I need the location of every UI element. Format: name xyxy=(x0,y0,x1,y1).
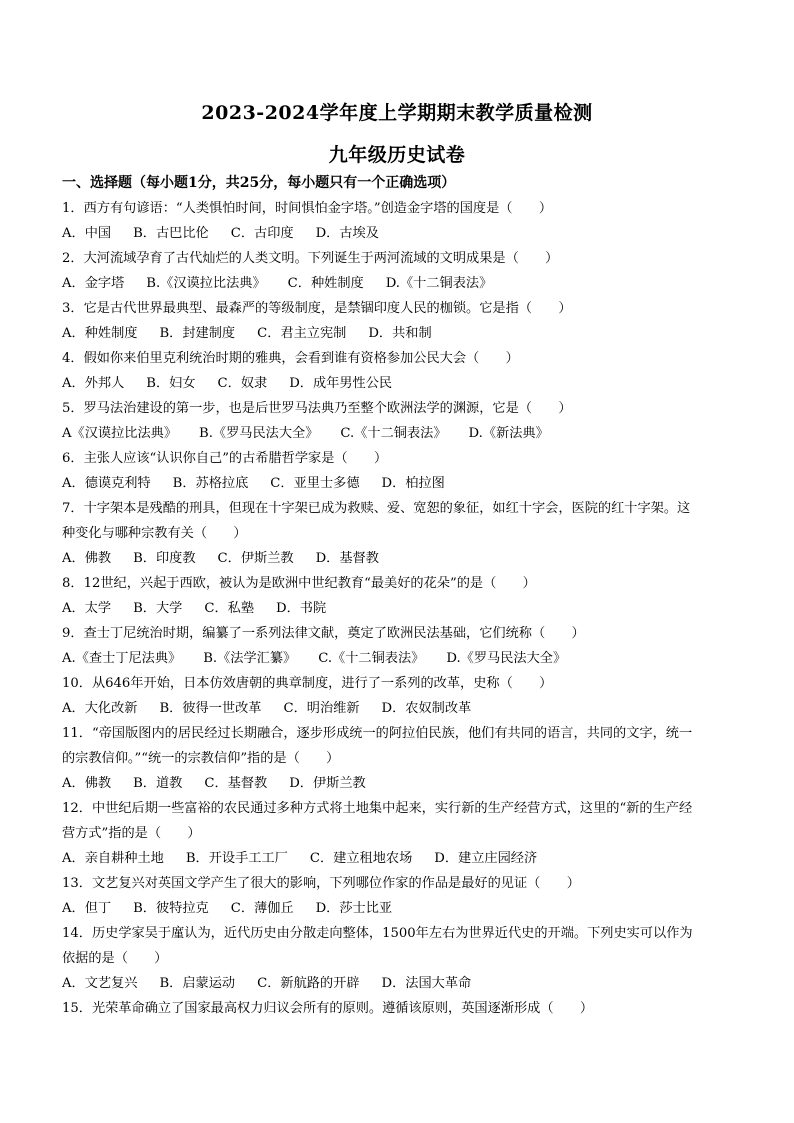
question-stem: 3．它是古代世界最典型、最森严的等级制度，是禁锢印度人民的枷锁。它是指（ ） xyxy=(62,301,572,316)
question-stem-continued: 种变化与哪种宗教有关（ ） xyxy=(62,526,247,541)
option-b: B．印度教 xyxy=(133,551,196,566)
question-options xyxy=(62,475,742,493)
option-d: D．伊斯兰教 xyxy=(289,776,366,791)
option-b: B.《汉谟拉比法典》 xyxy=(146,276,266,291)
question-stem-continued: 营方式”指的是（ ） xyxy=(62,826,201,841)
option-d: D．书院 xyxy=(276,601,327,616)
question-options xyxy=(62,375,742,393)
question-options xyxy=(62,975,742,993)
question-stem-continued: 依据的是（ ） xyxy=(62,951,168,966)
option-c: C．古印度 xyxy=(230,226,294,241)
option-b: B．封建制度 xyxy=(159,326,236,341)
option-a: A《汉谟拉比法典》 xyxy=(62,426,178,441)
option-d: D.《新法典》 xyxy=(468,426,549,441)
option-b: B．大学 xyxy=(133,601,183,616)
question-options xyxy=(62,225,742,243)
option-d: D．莎士比亚 xyxy=(315,901,393,916)
question-options xyxy=(62,425,742,443)
option-d: D．建立庄园经济 xyxy=(434,851,538,866)
option-d: D．共和制 xyxy=(368,326,432,341)
option-d: D.《十二铜表法》 xyxy=(385,276,493,291)
question-stem: 14．历史学家吴于廑认为，近代历史由分散走向整体，1500年左右为世界近代史的开端。下列史实可以作为 xyxy=(62,926,693,941)
question-stem: 11．“帝国版图内的居民经过长期融合，逐步形成统一的阿拉伯民族，他们有共同的语言，共同的文字，统一 xyxy=(62,726,693,741)
option-b: B．彼得一世改革 xyxy=(159,701,262,716)
option-b: B.《法学汇纂》 xyxy=(203,651,297,666)
question-options xyxy=(62,650,742,668)
option-d: D．古埃及 xyxy=(315,226,379,241)
question-options xyxy=(62,850,742,868)
option-b: B．苏格拉底 xyxy=(172,476,249,491)
option-d: D.《罗马民法大全》 xyxy=(446,651,567,666)
option-a: A．佛教 xyxy=(62,551,112,566)
option-c: C.《十二铜表法》 xyxy=(318,651,425,666)
option-a: A．佛教 xyxy=(62,776,112,791)
question-options xyxy=(62,550,742,568)
option-a: A．中国 xyxy=(62,226,112,241)
option-a: A．太学 xyxy=(62,601,112,616)
option-b: B．开设手工工厂 xyxy=(185,851,288,866)
option-a: A．但丁 xyxy=(62,901,112,916)
exam-title: 2023-2024学年度上学期期末教学质量检测 xyxy=(201,102,593,124)
question-stem: 9．查士丁尼统治时期，编纂了一系列法律文献，奠定了欧洲民法基础，它们统称（ ） xyxy=(62,626,585,641)
option-b: B.《罗马民法大全》 xyxy=(199,426,319,441)
option-b: B．彼特拉克 xyxy=(133,901,209,916)
question-options xyxy=(62,325,742,343)
question-stem: 6．主张人应该“认识你自己”的古希腊哲学家是（ ） xyxy=(62,451,388,466)
question-options xyxy=(62,900,742,918)
section-heading: 一、选择题（每小题1分，共25分，每小题只有一个正确选项） xyxy=(62,175,456,191)
option-d: D．成年男性公民 xyxy=(289,376,393,391)
option-c: C．种姓制度 xyxy=(287,276,364,291)
option-d: D．基督教 xyxy=(315,551,379,566)
question-options xyxy=(62,600,742,618)
option-c: C．奴隶 xyxy=(217,376,268,391)
option-c: C．伊斯兰教 xyxy=(217,551,294,566)
option-c: C.《十二铜表法》 xyxy=(340,426,447,441)
option-c: C．私塾 xyxy=(204,601,255,616)
question-options xyxy=(62,275,742,293)
question-stem: 5．罗马法治建设的第一步，也是后世罗马法典乃至整个欧洲法学的渊源，它是（ ） xyxy=(62,401,572,416)
option-c: C．君主立宪制 xyxy=(257,326,347,341)
option-a: A．德谟克利特 xyxy=(62,476,151,491)
question-stem: 12．中世纪后期一些富裕的农民通过多种方式将土地集中起来，实行新的生产经营方式，这里的“新的生产经 xyxy=(62,801,693,816)
option-a: A．金字塔 xyxy=(62,276,125,291)
question-stem-continued: 的宗教信仰。”“统一的宗教信仰”指的是（ ） xyxy=(62,751,340,766)
question-stem: 1．西方有句谚语：“人类惧怕时间，时间惧怕金字塔。”创造金字塔的国度是（ ） xyxy=(62,201,553,216)
question-stem: 4．假如你来伯里克利统治时期的雅典，会看到谁有资格参加公民大会（ ） xyxy=(62,351,519,366)
option-c: C．基督教 xyxy=(204,776,268,791)
option-a: A.《查士丁尼法典》 xyxy=(62,651,182,666)
option-c: C．建立租地农场 xyxy=(309,851,413,866)
option-b: B．启蒙运动 xyxy=(159,976,236,991)
option-a: A．大化改新 xyxy=(62,701,138,716)
option-d: D．柏拉图 xyxy=(381,476,445,491)
option-a: A．外邦人 xyxy=(62,376,125,391)
option-c: C．薄伽丘 xyxy=(230,901,294,916)
option-c: C．明治维新 xyxy=(283,701,360,716)
option-d: D．农奴制改革 xyxy=(381,701,472,716)
option-b: B．道教 xyxy=(133,776,183,791)
question-options xyxy=(62,775,742,793)
question-stem: 8．12世纪，兴起于西欧，被认为是欧洲中世纪教育“最美好的花朵”的是（ ） xyxy=(62,576,536,591)
question-stem: 13．文艺复兴对英国文学产生了很大的影响，下列哪位作家的作品是最好的见证（ ） xyxy=(62,876,580,891)
option-c: C．新航路的开辟 xyxy=(257,976,360,991)
question-stem: 15．光荣革命确立了国家最高权力归议会所有的原则。遵循该原则，英国逐渐形成（ ） xyxy=(62,1001,594,1016)
question-stem: 2．大河流域孕育了古代灿烂的人类文明。下列诞生于两河流域的文明成果是（ ） xyxy=(62,251,559,266)
option-d: D．法国大革命 xyxy=(381,976,472,991)
question-options xyxy=(62,700,742,718)
question-stem: 7．十字架本是残酷的刑具，但现在十字架已成为救赎、爱、宽恕的象征，如红十字会，医院的红十字架。这 xyxy=(62,501,691,516)
exam-subtitle: 九年级历史试卷 xyxy=(328,144,466,166)
option-c: C．亚里士多德 xyxy=(270,476,360,491)
question-stem: 10．从646年开始，日本仿效唐朝的典章制度，进行了一系列的改革，史称（ ） xyxy=(62,676,553,691)
option-b: B．妇女 xyxy=(146,376,196,391)
option-a: A．亲自耕种土地 xyxy=(62,851,164,866)
option-a: A．种姓制度 xyxy=(62,326,138,341)
option-b: B．古巴比伦 xyxy=(133,226,209,241)
option-a: A．文艺复兴 xyxy=(62,976,138,991)
